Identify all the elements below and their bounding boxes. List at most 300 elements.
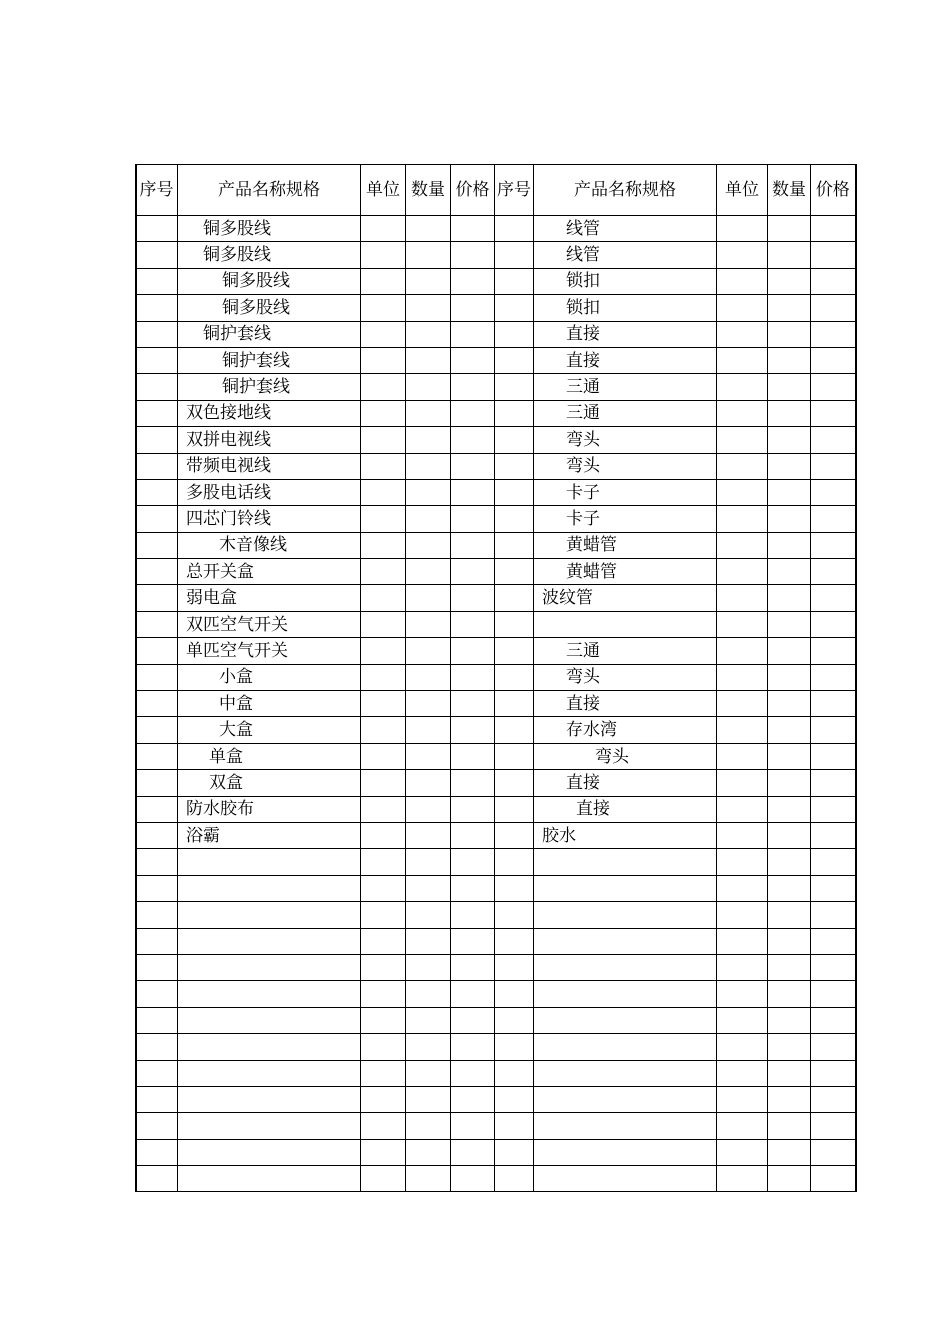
cell-qty-right <box>768 427 811 453</box>
table-row <box>136 1034 856 1060</box>
cell-qty-left <box>406 347 451 373</box>
cell-price-right <box>811 1034 856 1060</box>
cell-qty-left <box>406 1034 451 1060</box>
cell-price-left <box>451 743 495 769</box>
cell-qty-right <box>768 506 811 532</box>
cell-unit-right <box>717 1034 768 1060</box>
cell-name-left: 木音像线 <box>178 532 361 558</box>
cell-price-left <box>451 822 495 848</box>
cell-price-right <box>811 506 856 532</box>
cell-qty-right <box>768 849 811 875</box>
cell-name-right: 弯头 <box>534 664 717 690</box>
cell-name-left <box>178 1139 361 1165</box>
cell-qty-left <box>406 902 451 928</box>
cell-name-right: 黄蜡管 <box>534 559 717 585</box>
cell-unit-right <box>717 453 768 479</box>
cell-name-right: 直接 <box>534 796 717 822</box>
cell-name-right: 直接 <box>534 321 717 347</box>
cell-seq-right <box>495 691 534 717</box>
cell-qty-right <box>768 585 811 611</box>
cell-price-left <box>451 1086 495 1112</box>
cell-price-left <box>451 796 495 822</box>
cell-price-right <box>811 611 856 637</box>
table-row <box>136 1060 856 1086</box>
cell-qty-right <box>768 453 811 479</box>
cell-name-left: 四芯门铃线 <box>178 506 361 532</box>
cell-price-left <box>451 981 495 1007</box>
cell-qty-left <box>406 1007 451 1033</box>
cell-price-left <box>451 216 495 242</box>
cell-price-right <box>811 216 856 242</box>
cell-seq-left <box>136 216 178 242</box>
cell-qty-right <box>768 611 811 637</box>
cell-price-right <box>811 770 856 796</box>
cell-price-left <box>451 875 495 901</box>
cell-name-right <box>534 954 717 980</box>
cell-price-left <box>451 453 495 479</box>
cell-name-left <box>178 902 361 928</box>
cell-unit-right <box>717 1086 768 1112</box>
cell-seq-right <box>495 1139 534 1165</box>
cell-qty-right <box>768 559 811 585</box>
cell-name-right <box>534 902 717 928</box>
cell-unit-right <box>717 268 768 294</box>
cell-seq-right <box>495 400 534 426</box>
cell-seq-right <box>495 664 534 690</box>
cell-price-right <box>811 1139 856 1165</box>
header-seq-left: 序号 <box>136 165 178 216</box>
cell-qty-right <box>768 717 811 743</box>
cell-price-left <box>451 1034 495 1060</box>
cell-seq-right <box>495 981 534 1007</box>
cell-name-left: 带频电视线 <box>178 453 361 479</box>
cell-seq-right <box>495 902 534 928</box>
cell-price-right <box>811 295 856 321</box>
cell-seq-right <box>495 770 534 796</box>
cell-unit-right <box>717 849 768 875</box>
cell-qty-left <box>406 717 451 743</box>
cell-unit-left <box>361 532 406 558</box>
cell-qty-right <box>768 770 811 796</box>
cell-qty-left <box>406 796 451 822</box>
cell-qty-left <box>406 321 451 347</box>
cell-qty-left <box>406 611 451 637</box>
cell-seq-left <box>136 638 178 664</box>
cell-qty-right <box>768 479 811 505</box>
cell-name-left <box>178 1034 361 1060</box>
cell-qty-left <box>406 691 451 717</box>
table-row <box>136 928 856 954</box>
cell-unit-left <box>361 1007 406 1033</box>
cell-unit-left <box>361 849 406 875</box>
cell-seq-right <box>495 875 534 901</box>
cell-qty-left <box>406 295 451 321</box>
cell-unit-left <box>361 664 406 690</box>
cell-price-right <box>811 664 856 690</box>
cell-seq-left <box>136 1086 178 1112</box>
cell-name-right: 弯头 <box>534 453 717 479</box>
cell-qty-right <box>768 1007 811 1033</box>
cell-name-left: 总开关盒 <box>178 559 361 585</box>
cell-price-left <box>451 427 495 453</box>
cell-unit-right <box>717 506 768 532</box>
table-row <box>136 954 856 980</box>
cell-seq-left <box>136 295 178 321</box>
cell-price-right <box>811 902 856 928</box>
cell-qty-left <box>406 928 451 954</box>
cell-qty-right <box>768 321 811 347</box>
table-row <box>136 638 856 664</box>
cell-unit-left <box>361 954 406 980</box>
cell-unit-right <box>717 664 768 690</box>
cell-name-left <box>178 1086 361 1112</box>
cell-qty-left <box>406 981 451 1007</box>
cell-qty-right <box>768 1139 811 1165</box>
cell-name-left: 铜护套线 <box>178 321 361 347</box>
cell-name-right <box>534 1139 717 1165</box>
cell-seq-left <box>136 427 178 453</box>
cell-name-left <box>178 1166 361 1192</box>
cell-name-right: 胶水 <box>534 822 717 848</box>
cell-qty-left <box>406 954 451 980</box>
cell-seq-left <box>136 1139 178 1165</box>
header-unit-left: 单位 <box>361 165 406 216</box>
cell-qty-left <box>406 1060 451 1086</box>
table-row <box>136 242 856 268</box>
cell-price-left <box>451 1060 495 1086</box>
cell-unit-right <box>717 585 768 611</box>
cell-seq-right <box>495 717 534 743</box>
cell-seq-left <box>136 347 178 373</box>
cell-seq-left <box>136 374 178 400</box>
cell-unit-left <box>361 611 406 637</box>
cell-seq-left <box>136 321 178 347</box>
cell-seq-left <box>136 796 178 822</box>
cell-seq-left <box>136 585 178 611</box>
cell-price-right <box>811 1007 856 1033</box>
table-row <box>136 875 856 901</box>
cell-seq-right <box>495 268 534 294</box>
cell-qty-right <box>768 638 811 664</box>
cell-name-left: 铜多股线 <box>178 268 361 294</box>
cell-price-left <box>451 242 495 268</box>
cell-name-left <box>178 981 361 1007</box>
cell-price-right <box>811 638 856 664</box>
cell-unit-left <box>361 1139 406 1165</box>
cell-seq-left <box>136 664 178 690</box>
table-row <box>136 796 856 822</box>
cell-name-left: 中盒 <box>178 691 361 717</box>
header-name-left: 产品名称规格 <box>178 165 361 216</box>
cell-qty-left <box>406 479 451 505</box>
cell-price-left <box>451 506 495 532</box>
table-row <box>136 1139 856 1165</box>
table-row <box>136 400 856 426</box>
cell-name-left: 双色接地线 <box>178 400 361 426</box>
cell-unit-right <box>717 717 768 743</box>
cell-price-right <box>811 268 856 294</box>
cell-price-left <box>451 585 495 611</box>
cell-qty-right <box>768 664 811 690</box>
cell-seq-right <box>495 374 534 400</box>
cell-seq-right <box>495 611 534 637</box>
cell-seq-right <box>495 347 534 373</box>
cell-name-right: 线管 <box>534 216 717 242</box>
cell-name-right: 三通 <box>534 400 717 426</box>
cell-name-left: 多股电话线 <box>178 479 361 505</box>
cell-qty-right <box>768 981 811 1007</box>
cell-price-left <box>451 1166 495 1192</box>
cell-price-right <box>811 1086 856 1112</box>
cell-name-left: 浴霸 <box>178 822 361 848</box>
cell-price-left <box>451 347 495 373</box>
cell-name-left: 弱电盒 <box>178 585 361 611</box>
cell-seq-left <box>136 1166 178 1192</box>
cell-price-right <box>811 796 856 822</box>
cell-unit-left <box>361 242 406 268</box>
cell-unit-left <box>361 1034 406 1060</box>
cell-price-right <box>811 400 856 426</box>
cell-name-left: 铜多股线 <box>178 216 361 242</box>
cell-unit-right <box>717 1166 768 1192</box>
cell-seq-right <box>495 479 534 505</box>
cell-unit-left <box>361 216 406 242</box>
cell-price-right <box>811 1113 856 1139</box>
cell-unit-left <box>361 295 406 321</box>
cell-price-right <box>811 954 856 980</box>
table-row <box>136 902 856 928</box>
cell-seq-right <box>495 216 534 242</box>
cell-unit-left <box>361 374 406 400</box>
cell-price-right <box>811 374 856 400</box>
cell-seq-left <box>136 822 178 848</box>
cell-seq-left <box>136 400 178 426</box>
cell-seq-right <box>495 242 534 268</box>
product-table-sheet <box>135 164 855 1192</box>
cell-price-left <box>451 268 495 294</box>
cell-price-right <box>811 928 856 954</box>
cell-price-left <box>451 1113 495 1139</box>
cell-unit-left <box>361 822 406 848</box>
header-price-right: 价格 <box>811 165 856 216</box>
cell-unit-left <box>361 479 406 505</box>
cell-name-right: 直接 <box>534 691 717 717</box>
cell-qty-right <box>768 954 811 980</box>
cell-price-left <box>451 902 495 928</box>
table-row <box>136 479 856 505</box>
cell-price-right <box>811 479 856 505</box>
cell-seq-right <box>495 1060 534 1086</box>
product-price-table <box>135 164 857 1192</box>
cell-unit-right <box>717 611 768 637</box>
table-row <box>136 849 856 875</box>
cell-name-right <box>534 1086 717 1112</box>
cell-seq-left <box>136 954 178 980</box>
cell-name-left <box>178 1060 361 1086</box>
cell-qty-left <box>406 216 451 242</box>
cell-price-left <box>451 638 495 664</box>
cell-unit-left <box>361 1166 406 1192</box>
cell-price-left <box>451 479 495 505</box>
cell-name-right: 锁扣 <box>534 268 717 294</box>
table-row <box>136 1007 856 1033</box>
cell-unit-left <box>361 717 406 743</box>
cell-price-right <box>811 1166 856 1192</box>
cell-name-left: 双拼电视线 <box>178 427 361 453</box>
cell-unit-right <box>717 796 768 822</box>
cell-price-left <box>451 849 495 875</box>
cell-unit-left <box>361 506 406 532</box>
cell-price-left <box>451 374 495 400</box>
cell-seq-left <box>136 1113 178 1139</box>
cell-unit-right <box>717 321 768 347</box>
table-row <box>136 532 856 558</box>
cell-qty-right <box>768 1113 811 1139</box>
cell-qty-left <box>406 374 451 400</box>
cell-name-right: 黄蜡管 <box>534 532 717 558</box>
cell-qty-right <box>768 216 811 242</box>
cell-seq-left <box>136 928 178 954</box>
cell-qty-right <box>768 928 811 954</box>
cell-price-right <box>811 321 856 347</box>
cell-seq-left <box>136 981 178 1007</box>
cell-unit-left <box>361 928 406 954</box>
table-header-row <box>136 165 856 216</box>
cell-unit-left <box>361 1113 406 1139</box>
cell-unit-right <box>717 638 768 664</box>
cell-price-right <box>811 347 856 373</box>
cell-qty-left <box>406 453 451 479</box>
cell-price-left <box>451 295 495 321</box>
cell-name-left: 铜护套线 <box>178 374 361 400</box>
cell-price-right <box>811 585 856 611</box>
cell-unit-right <box>717 479 768 505</box>
cell-seq-right <box>495 1086 534 1112</box>
cell-qty-left <box>406 1139 451 1165</box>
table-row <box>136 981 856 1007</box>
table-row <box>136 453 856 479</box>
cell-qty-right <box>768 691 811 717</box>
cell-qty-left <box>406 770 451 796</box>
cell-qty-left <box>406 849 451 875</box>
cell-unit-left <box>361 321 406 347</box>
header-price-left: 价格 <box>451 165 495 216</box>
cell-name-right: 波纹管 <box>534 585 717 611</box>
table-row <box>136 611 856 637</box>
cell-seq-left <box>136 691 178 717</box>
cell-seq-right <box>495 559 534 585</box>
cell-unit-left <box>361 981 406 1007</box>
cell-seq-right <box>495 928 534 954</box>
cell-name-right: 存水湾 <box>534 717 717 743</box>
cell-seq-right <box>495 954 534 980</box>
cell-unit-right <box>717 1139 768 1165</box>
cell-seq-left <box>136 559 178 585</box>
cell-qty-right <box>768 347 811 373</box>
cell-name-left <box>178 875 361 901</box>
cell-unit-left <box>361 691 406 717</box>
cell-name-right <box>534 1060 717 1086</box>
cell-name-left: 铜多股线 <box>178 295 361 321</box>
cell-unit-right <box>717 374 768 400</box>
cell-qty-left <box>406 400 451 426</box>
cell-seq-left <box>136 902 178 928</box>
cell-qty-left <box>406 242 451 268</box>
cell-unit-left <box>361 427 406 453</box>
cell-unit-right <box>717 954 768 980</box>
cell-seq-left <box>136 717 178 743</box>
cell-unit-right <box>717 928 768 954</box>
cell-price-left <box>451 664 495 690</box>
cell-name-right: 三通 <box>534 374 717 400</box>
cell-qty-right <box>768 875 811 901</box>
cell-name-right <box>534 1166 717 1192</box>
cell-seq-right <box>495 453 534 479</box>
cell-qty-left <box>406 875 451 901</box>
cell-price-right <box>811 242 856 268</box>
cell-qty-right <box>768 796 811 822</box>
table-row <box>136 216 856 242</box>
cell-unit-right <box>717 347 768 373</box>
cell-unit-right <box>717 532 768 558</box>
cell-seq-right <box>495 321 534 347</box>
cell-seq-left <box>136 268 178 294</box>
cell-unit-left <box>361 770 406 796</box>
cell-name-right: 锁扣 <box>534 295 717 321</box>
cell-name-left: 大盒 <box>178 717 361 743</box>
cell-unit-left <box>361 400 406 426</box>
cell-unit-right <box>717 743 768 769</box>
cell-qty-left <box>406 1166 451 1192</box>
cell-qty-left <box>406 664 451 690</box>
cell-name-right: 弯头 <box>534 427 717 453</box>
cell-name-left: 双匹空气开关 <box>178 611 361 637</box>
cell-unit-left <box>361 268 406 294</box>
cell-qty-left <box>406 585 451 611</box>
cell-qty-right <box>768 743 811 769</box>
cell-price-right <box>811 717 856 743</box>
cell-price-left <box>451 928 495 954</box>
table-row <box>136 585 856 611</box>
cell-seq-left <box>136 506 178 532</box>
cell-seq-right <box>495 1034 534 1060</box>
cell-seq-right <box>495 506 534 532</box>
cell-unit-right <box>717 875 768 901</box>
cell-name-left: 铜多股线 <box>178 242 361 268</box>
cell-price-left <box>451 400 495 426</box>
cell-seq-left <box>136 611 178 637</box>
cell-unit-left <box>361 902 406 928</box>
cell-price-left <box>451 954 495 980</box>
cell-price-right <box>811 427 856 453</box>
cell-seq-right <box>495 796 534 822</box>
cell-name-right: 卡子 <box>534 506 717 532</box>
cell-price-right <box>811 453 856 479</box>
cell-seq-left <box>136 743 178 769</box>
cell-price-right <box>811 981 856 1007</box>
cell-price-left <box>451 559 495 585</box>
table-row <box>136 664 856 690</box>
cell-price-left <box>451 532 495 558</box>
header-qty-left: 数量 <box>406 165 451 216</box>
cell-qty-right <box>768 295 811 321</box>
cell-name-left: 双盒 <box>178 770 361 796</box>
cell-name-right <box>534 611 717 637</box>
cell-unit-left <box>361 585 406 611</box>
cell-unit-left <box>361 796 406 822</box>
cell-name-left <box>178 1113 361 1139</box>
table-row <box>136 295 856 321</box>
